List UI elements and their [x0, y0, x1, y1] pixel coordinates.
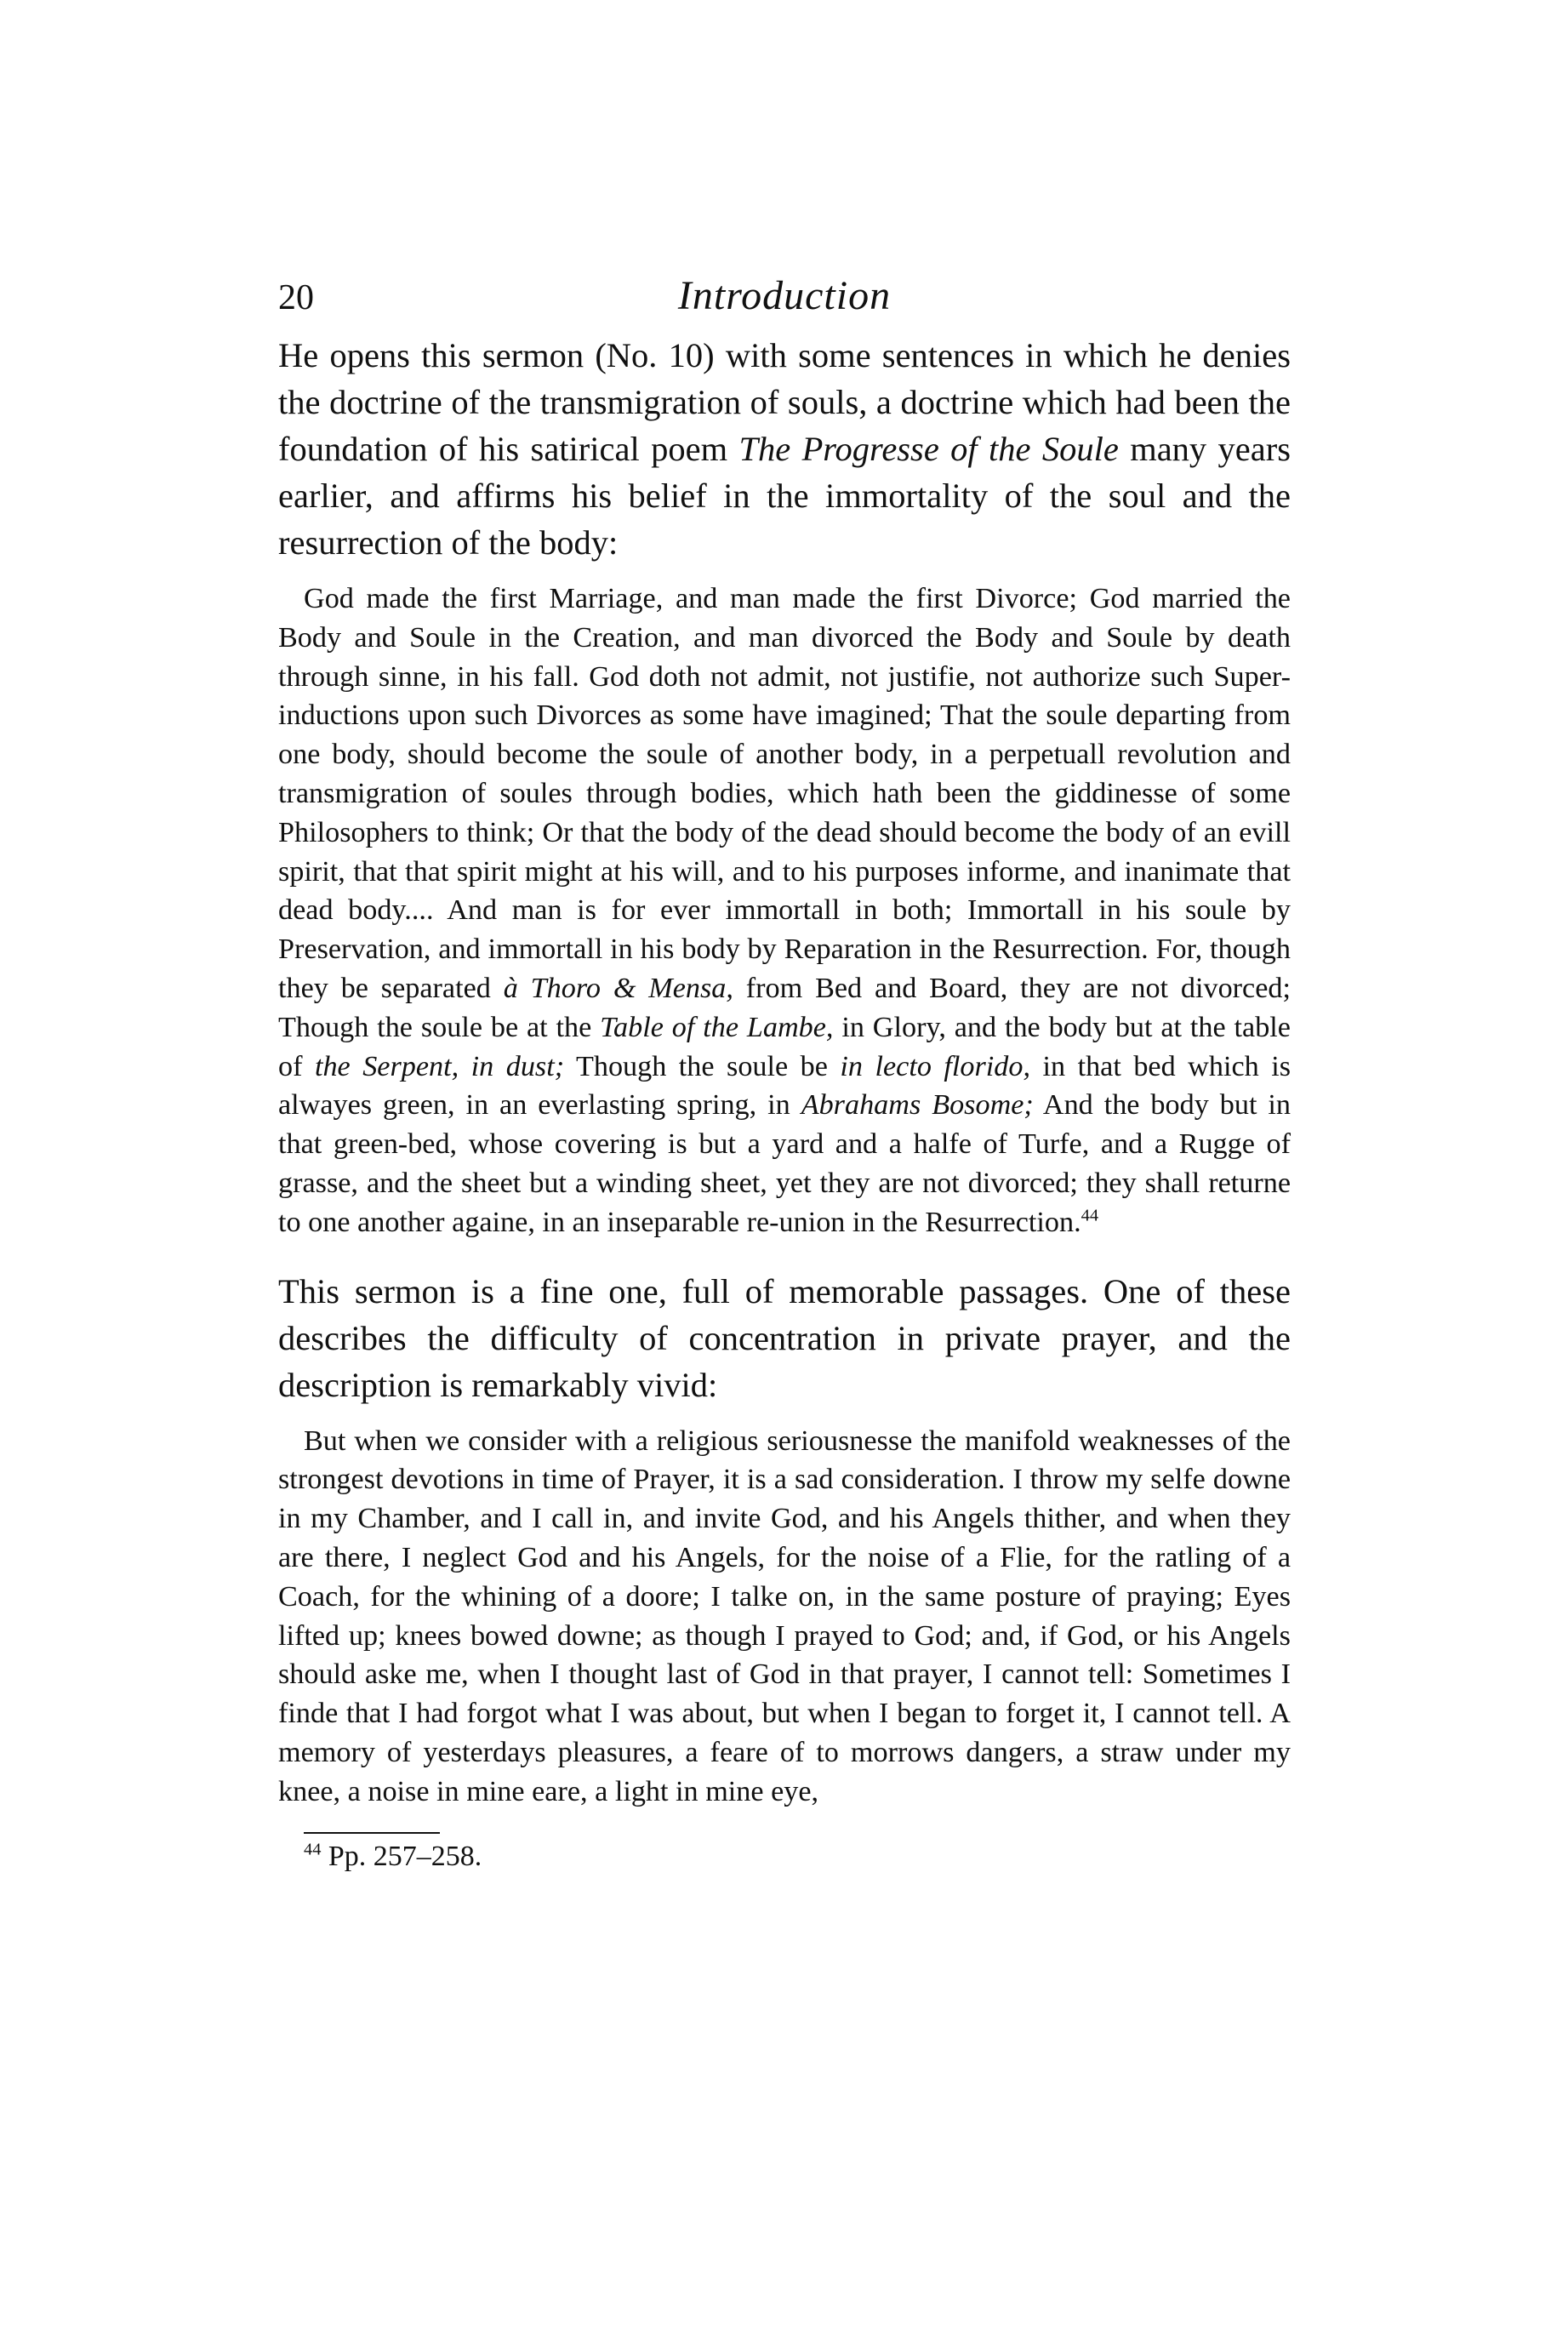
book-page: [278, 272, 1291, 1876]
footnote-reference: 44: [1080, 1206, 1099, 1225]
quote-text: God made the first Marriage, and man made the first Divorce; God married the Body and Soule in the Creation, and man divorced the Body and Soule by death through sinne, in his fall. God doth not admit, not justifie, not authorize such Super-inductions upon such Divorces as some have imagined; That the soule departing from one body, should become the soule of another body, in a perpetuall revolution and transmigration of soules through bodies, which hath been the giddinesse of some Philosophers to think; Or that the body of the dead should become the body of an evill spirit, that that spirit might at his will, and to his purposes informe, and inanimate that dead body.... And man is for ever immortall in both; Immortall in his soule by Preservation, and immortall in his body by Reparation in the Resurrection. For, though they be separated: [278, 583, 1291, 1004]
paragraph-intro-text-2: many years earlier, and affirms his belief in the immortality of the soul and the resurrection of the body:: [278, 430, 1291, 562]
running-title: Introduction: [677, 273, 892, 318]
quote-text: in Glory, and the body but at the table of: [278, 1011, 1291, 1082]
block-quote-prayer: But when we consider with a religious seriousnesse the manifold weaknesses of the strongest devotions in time of Prayer, it is a sad consideration. I throw my selfe downe in my Chamber, and I call in, and invite God, and his Angels thither, and when they are there, I neglect God and his Angels, for the noise of a Flie, for the ratling of a Coach, for the whining of a doore; I talke on, in the same posture of praying; Eyes lifted up; knees bowed downe; as though I prayed to God; and, if God, or his Angels should aske me, when I thought last of God in that prayer, I cannot tell: Sometimes I finde that I had forgot what I was about, but when I began to forget it, I cannot tell. A memory of yesterdays pleasures, a feare of to morrows dangers, a straw under my knee, a noise in mine eare, a light in mine eye,: [278, 1424, 1291, 1807]
quote-text: Though the soule be: [564, 1050, 841, 1082]
page-number: 20: [278, 278, 314, 317]
paragraph-sermon: This sermon is a fine one, full of memorable passages. One of these describes the difficulty of concentration in private prayer, and the description is remarkably vivid:: [278, 1271, 1291, 1404]
footnote: [304, 1837, 1291, 1876]
quote-italic: à Thoro & Mensa,: [503, 972, 733, 1004]
paragraph-intro-text-1: He opens this sermon (No. 10) with some sentences in which he denies the doctrine of the transmigration of souls, a doctrine which had been the foundation of his satirical poem: [278, 336, 1291, 468]
quote-italic: in lecto florido,: [840, 1050, 1031, 1082]
block-quote-marriage: [278, 579, 1291, 1242]
footnote-mark: 44: [304, 1840, 322, 1859]
quote-text: in that bed which is alwayes green, in an everlasting spring, in: [278, 1050, 1291, 1122]
poem-title: The Progresse of the Soule: [738, 430, 1119, 468]
quote-italic: Table of the Lambe,: [600, 1011, 834, 1043]
quote-text: from Bed and Board, they are not divorced; Though the soule be at the: [278, 972, 1291, 1043]
footnote-text: Pp. 257–258.: [321, 1840, 482, 1872]
quote-text: And the body but in that green-bed, whose covering is but a yard and a halfe of Turfe, and a Rugge of grasse, and the sheet but a winding sheet, yet they are not divorced; they shall returne to one another againe, in an inseparable re-union in the Resurrection.: [278, 1089, 1291, 1238]
quote-italic: the Serpent, in dust;: [314, 1050, 565, 1082]
quote-italic: Abrahams Bosome;: [801, 1089, 1034, 1122]
paragraph-intro: [278, 332, 1291, 566]
footnote-divider: [304, 1832, 440, 1834]
running-head: [278, 272, 1291, 332]
